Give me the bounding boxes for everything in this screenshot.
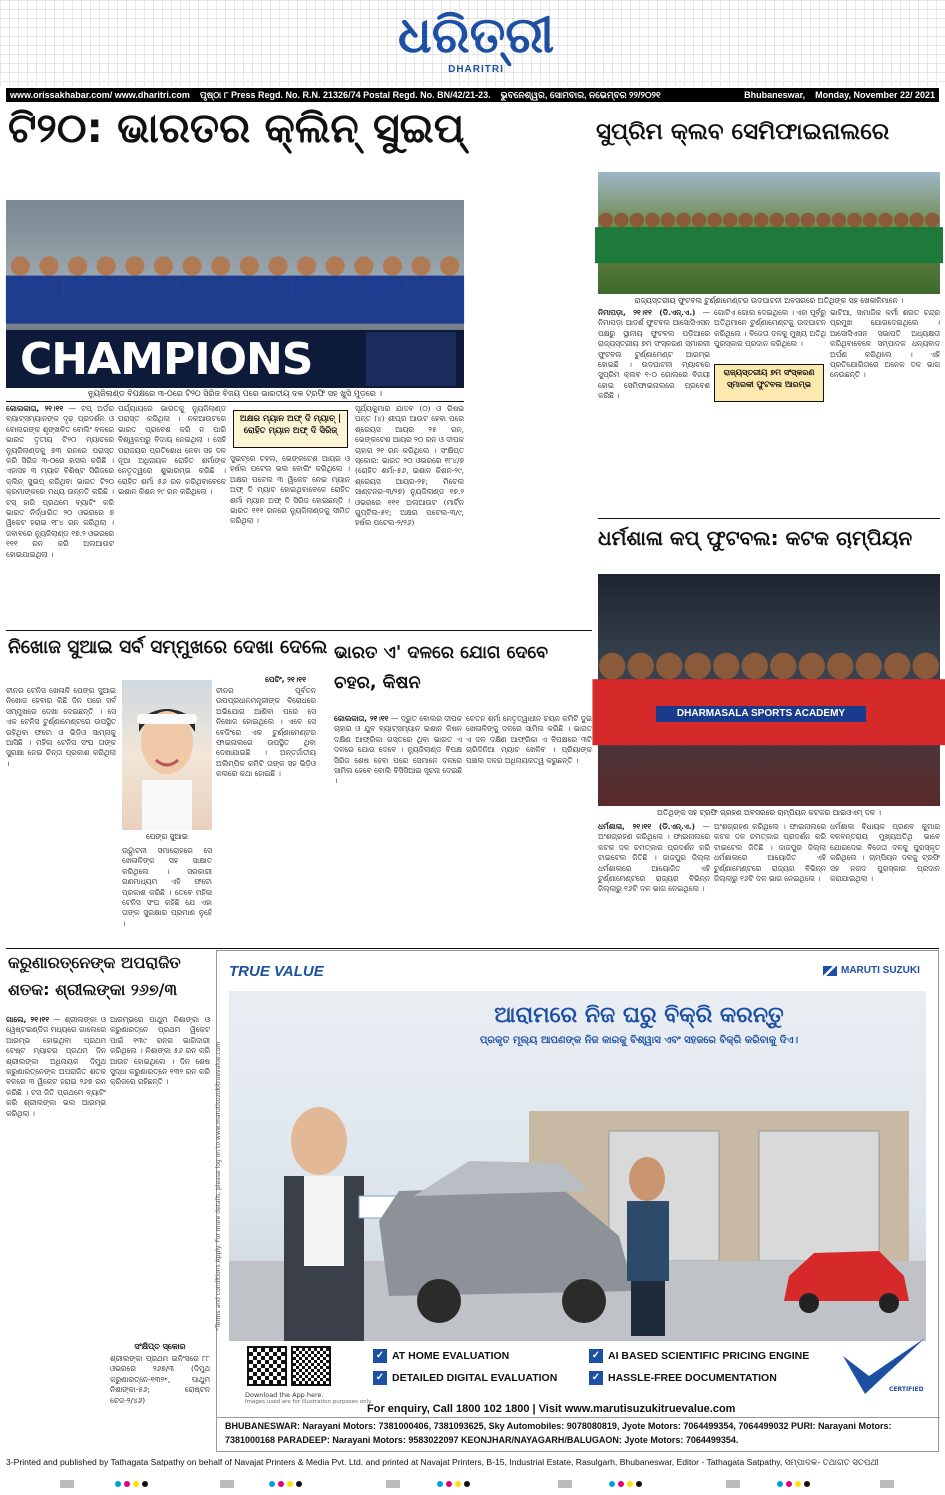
player-head bbox=[182, 256, 201, 275]
player-head bbox=[770, 213, 784, 227]
champions-banner: CHAMPIONS bbox=[20, 334, 313, 385]
player-body bbox=[92, 276, 121, 324]
feature-3 bbox=[373, 1371, 557, 1385]
ad-terms-side: *Terms and conditions Apply. For more details, please log on to www.marutisuzukitruevalue.com bbox=[215, 1041, 222, 1331]
player-head bbox=[799, 653, 825, 679]
logo-text: ଧରିତ୍ରୀ bbox=[397, 5, 555, 64]
player-body bbox=[178, 276, 207, 324]
dharamshala-dateline: ଧର୍ମଶାଳା, ୨୧।୧୧ (ଡି.ଏନ୍.ଏ.) bbox=[598, 822, 696, 831]
player-head bbox=[656, 653, 682, 679]
certified-label: CERTIFIED bbox=[889, 1386, 924, 1393]
t20-text-1: ଟପ୍ ଅର୍ଡର ବ୍ୟାଟ୍ସମ୍ୟାନଙ୍କ ଦୃଢ଼ ପ୍ରଦର୍ଶନ ଓ ବୋଲରଙ୍କ ଶୃଙ୍ଖଳିତ ବୋଲିଂ ବଳରେ ଭାରତ ତୃତୀୟ ଟି୨୦ ମ୍ୟାଚରେ ନ୍ୟୁଜିଲାଣ୍ଡକୁ ୭୩ ରନରେ ପରାସ୍ତ କରି ସିରିଜ ୩-୦ରେ ହାସଲ କରିଛି । ଏହାସହ ୩ ମ୍ୟାଚ ବିଶିଷ୍ଟ ସିରିଜରେ କ୍ଲିନ୍ ସୁଇପ୍ କରିଥିବା ଭାରତ ଟି୨୦ କ୍ରମାଙ୍କରେ ମଧ୍ୟ ଉନ୍ନତି କରିଛି । ଟସ୍ ହାରି ପ୍ରଥମେ ବ୍ୟାଟିଂ କରି ଭାରତ ନିର୍ଦ୍ଧାରିତ ୨୦ ଓଭରରେ ୭ ୱିକେଟ ହରାଇ ୧୮୪ ରନ କରିଥିଲା । ଜବାବରେ ନ୍ୟୁଜିଲାଣ୍ଡ ୧୭.୨ ଓଭରରେ ୧୧୧ ରନ କରି ଅଲଆଉଟ ହୋଇଯାଇଥିଲା । bbox=[6, 404, 114, 559]
karunaratne-text-2: ଆରମ୍ଭରେ ପାଥୁମ ନିଶାଙ୍କା ଓ କରୁଣାରତ୍ନେ ପ୍ରଥମ ୱିକେଟ ପାଇଁ ୧୩୯ ରନର ଭାଗିଦାରୀ କରିଥିଲେ । ନିଶାଙ୍କା ୫୬ ରନ କରି ଆଉଟ ହୋଇଥିଲେ । ଦିନ ଶେଷ ସୁଦ୍ଧା କରୁଣାରତ୍ନେ ୧୩୨ ରନ କରି କ୍ରିଜରେ ରହିଛନ୍ତି । bbox=[110, 1015, 210, 1087]
nikhoj-photo-caption: ପେଙ୍ଗ ସୁଆଇ bbox=[145, 832, 189, 841]
player-head bbox=[707, 213, 721, 227]
player-head bbox=[770, 653, 796, 679]
bharat-a-text-2: ଚେତନ ଶର୍ମା ନେତୃତ୍ୱାଧୀନ ଚୟନ କମିଟି ଦୁଇ ଖେଳାଳିଙ୍କୁ ଦଳରେ ସାମିଲ କରିଛି । ଭାରତ ଏ ଦଳ ଦକ୍ଷିଣ ଆଫ୍ରିକା ଏ ବିପକ୍ଷରେ ୩ଟି ଚାରିଦିନିଆ ମ୍ୟାଚ ଖେଳିବ । ପ୍ରିୟାଙ୍କ ପଞ୍ଚାଲ ଦଳର ଅଧିନାୟକତ୍ୱ କରୁଛନ୍ତି । bbox=[466, 714, 592, 765]
divider bbox=[6, 948, 939, 949]
player-head bbox=[39, 256, 58, 275]
player-head bbox=[754, 213, 768, 227]
checkmark-icon: ✓ bbox=[373, 1349, 387, 1363]
karunaratne-column-2 bbox=[110, 1015, 210, 1340]
newspaper-logo[interactable] bbox=[376, 6, 576, 76]
dharamshala-column-3 bbox=[830, 822, 940, 944]
qr-code-icon[interactable] bbox=[247, 1346, 287, 1386]
feature-label: AI BASED SCIENTIFIC PRICING ENGINE bbox=[608, 1350, 810, 1362]
player-head bbox=[628, 653, 654, 679]
player-body bbox=[120, 276, 149, 324]
feature-label: DETAILED DIGITAL EVALUATION bbox=[392, 1372, 558, 1384]
app-download-text: Download the App here. bbox=[245, 1391, 324, 1399]
maruti-s-icon bbox=[823, 966, 837, 976]
player-portrait-illustration bbox=[122, 680, 212, 830]
player-head bbox=[856, 653, 882, 679]
player-head bbox=[440, 256, 459, 275]
player-head bbox=[297, 256, 316, 275]
t20-text-4: ସୂର୍ଯ୍ୟକୁମାର ଯାଦବ (୦) ଓ ରିଷଭ ପନ୍ତ (୪) ଶୀଘ୍ର ଆଉଟ ହେବା ପରେ ଶ୍ରେୟସ ଆୟର ୨୫ ରନ, ଭେଙ୍କଟେଶ ଆୟର ୨୦ ରନ ଓ ଦୀପକ ଚାହାର ୨୧ ରନ କରିଥିଲେ । ସଂକ୍ଷିପ୍ତ ସ୍କୋର: ଭାରତ ୨୦ ଓଭରରେ ୧୮୪/୭ (ରୋହିତ ଶର୍ମା-୫୬, ଇଶାନ କିଶନ-୨୯, ଶ୍ରେୟସ ଆୟର-୨୫; ମିଚେଲ ସାଣ୍ଟନର-୩/୨୭) ନ୍ୟୁଜିଲାଣ୍ଡ ୧୭.୨ ଓଭରରେ ୧୧୧ ଅଲଆଉଟ (ମାର୍ଟିନ ଗୁପ୍ଟିଲ-୫୧; ଅକ୍ଷର ପଟେଲ-୩/୯, ହର୍ଷଲ ପଟେଲ-୨/୨୬) bbox=[355, 404, 464, 528]
nikhoj-text-1: ଚୀନର ଟେନିସ ଖେଳାଳି ପେଙ୍ଗ ସୁଆଇ ନିଖୋଜ ହେବାର କିଛି ଦିନ ପରେ ସର୍ବ ସମ୍ମୁଖରେ ଦେଖା ଦେଇଛନ୍ତି । ସେ ଏକ ଟେନିସ ଟୁର୍ଣ୍ଣାମେଣ୍ଟରେ ଉପସ୍ଥିତ ରହିଥିବା ଫଟୋ ଓ ଭିଡ଼ିଓ ସାମ୍ନାକୁ ଆସିଛି । ମହିଳା ଟେନିସ ସଂଘ ତାଙ୍କ ସୁରକ୍ଷା ନେଇ ଚିନ୍ତା ପ୍ରକାଶ କରିଥିଲା । bbox=[6, 686, 116, 768]
ad-subline: ପ୍ରକୃତ ମୂଲ୍ୟ ଆପଣଙ୍କ ନିଜ କାରକୁ ବିଶ୍ୱାସ ଏବଂ ସହଜରେ ବିକ୍ରି କରିବାକୁ ଦିଏ। bbox=[479, 1035, 799, 1046]
player-head bbox=[723, 213, 737, 227]
player-head bbox=[832, 213, 846, 227]
player-head bbox=[816, 213, 830, 227]
checkmark-icon: ✓ bbox=[589, 1371, 603, 1385]
divider bbox=[217, 1417, 940, 1418]
player-body bbox=[407, 276, 436, 324]
feature-label: HASSLE-FREE DOCUMENTATION bbox=[608, 1372, 777, 1384]
supreme-text-1: ନିମାପଡ଼ା ଆଦର୍ଶ ଫୁଟବଲ ଆସୋସିଏସନ ପକ୍ଷରୁ ସ୍ଥାନୀୟ ଫୁଟବଲ ପଡ଼ିଆରେ ରାଜ୍ୟସ୍ତରୀୟ ୭ମ ସଂସ୍କରଣ ସ୍ମାରକୀ ଫୁଟବଲ ଟୁର୍ଣ୍ଣାମେଣ୍ଟ ଆରମ୍ଭ ହୋଇଛି । ଉଦଘାଟନୀ ମ୍ୟାଚରେ ସୁପ୍ରିମ କ୍ଲବ ୧-୦ ଗୋଲରେ ବିଜୟୀ ହୋଇ ସେମିଫାଇନାଲରେ ପ୍ରବେଶ କରିଛି । bbox=[598, 318, 710, 401]
ad-enquiry[interactable]: For enquiry, Call 1800 102 1800 | Visit www.marutisuzukitruevalue.com bbox=[367, 1403, 736, 1415]
player-head bbox=[68, 256, 87, 275]
player-head bbox=[599, 213, 613, 227]
odia-date: ଭୁବନେଶ୍ୱର, ସୋମବାର, ନଭେମ୍ବର ୨୨/୨୦୨୧ bbox=[500, 89, 661, 100]
player-body bbox=[906, 679, 945, 745]
player-head bbox=[614, 213, 628, 227]
color-registration-icon bbox=[0, 1477, 945, 1491]
player-body bbox=[264, 276, 293, 324]
player-head bbox=[383, 256, 402, 275]
website-link[interactable]: www.orissakhabar.com/ www.dharitri.com bbox=[10, 90, 190, 100]
maruti-logo bbox=[823, 965, 920, 976]
dealer-list-1: BHUBANESWAR: Narayani Motors: 7381000406, 7381093625, Sky Automobiles: 9078080819, Jyote Motors: 7064499354, 7064499032 PURI: Narayani Motors: bbox=[225, 1421, 892, 1431]
supreme-text-3: ଭାଟିଆ, ସାମାଜିକ କର୍ମୀ ଶରତ ଚନ୍ଦ୍ର ପ୍ରମୁଖ ଯୋଗଦେଇଥିଲେ । ଆସୋସିଏସନ ସଭାପତି ଅଧ୍ୟକ୍ଷତା କରିଥିବାବେଳେ ସମ୍ପାଦକ ଧନ୍ୟବାଦ ଅର୍ପଣ କରିଥିଲେ । ଏହି ପ୍ରତିଯୋଗିତାରେ ଅନେକ ଦଳ ଭାଗ ନେଉଛନ୍ତି । bbox=[830, 308, 940, 380]
page-registration: ପୃଷ୍ଠା ୮ Press Regd. No. R.N. 21326/74 Postal Regd. No. BN/42/21-23. bbox=[199, 89, 491, 100]
player-head bbox=[863, 213, 877, 227]
karunaratne-text-1: ଶ୍ରୀଲଙ୍କା ଓ ୱେଷ୍ଟଇଣ୍ଡିଜ ମଧ୍ୟରେ ଗାଲେରେ ଆରମ୍ଭ ହୋଇଥିବା ପ୍ରଥମ ଟେଷ୍ଟ ମ୍ୟାଚର ପ୍ରଥମ ଦିନ ଶ୍ରୀଲଙ୍କା ଅଧିନାୟକ ଦିମୁଥ କରୁଣାରତ୍ନେଙ୍କ ଅପରାଜିତ ଶତକ ବଳରେ ୩ ୱିକେଟ ହରାଇ ୨୬୭ ରନ କରିଛି । ଟସ ଜିତି ପ୍ରଥମେ ବ୍ୟାଟିଂ କରି ଶ୍ରୀଲଙ୍କା ଭଲ ଆରମ୍ଭ କରିଥିଲା । bbox=[6, 1015, 107, 1118]
player-head bbox=[645, 213, 659, 227]
nikhoj-column-1 bbox=[6, 686, 116, 944]
score-title: ସଂକ୍ଷିପ୍ତ ସ୍କୋର bbox=[134, 1342, 186, 1351]
t20-highlight-box: ଅକ୍ଷର ମ୍ୟାନ ଅଫ୍ ଦି ମ୍ୟାଚ୍ | ରୋହିତ ମ୍ୟାନ ଅଫ୍ ଦି ସିରିଜ୍ bbox=[233, 410, 348, 448]
player-head bbox=[894, 213, 908, 227]
karunaratne-headline-line1[interactable]: କରୁଣାରତ୍ନେଙ୍କ ଅପରାଜିତ bbox=[8, 953, 181, 972]
dharamshala-headline[interactable]: ଧର୍ମଶାଳା କପ୍ ଫୁଟବଲ: କଟକ ଚାମ୍ପିୟନ bbox=[598, 526, 913, 550]
checkmark-icon: ✓ bbox=[589, 1349, 603, 1363]
player-body bbox=[349, 276, 378, 324]
dharamshala-column-1: ଧର୍ମଶାଳା, ୨୧।୧୧ (ଡି.ଏନ୍.ଏ.) — ଅଂଶଗ୍ରହଣ କରିଥିଲେ । ଫାଇନାଲରେ କଟକ ଦଳ ଚମତ୍କାର ପ୍ରଦର୍ଶନ କରି ଟାଇଟେଲ ଜିତିଛି । ଜାଜପୁର ଜିଲ୍ଲା ଧର୍ମଶାଳାରେ ଆୟୋଜିତ ଏହି ଟୁର୍ଣ୍ଣାମେଣ୍ଟରେ ରାଜ୍ୟର ବିଭିନ୍ନ ଜିଲ୍ଲାରୁ ୧୬ଟି ଦଳ ଭାଗ ନେଇଥିଲେ । bbox=[598, 822, 710, 894]
t20-text-3: ସୁଇଟ୍ରେ ଚହଲ, ଭେଙ୍କଟେଶ ଆୟର ଓ ହର୍ଷଲ ପଟେଲ ଭଲ ବୋଲିଂ କରିଥିଲେ । ଅକ୍ଷର ପଟେଲ ୩ ୱିକେଟ ନେଇ ମ୍ୟାନ ଅଫ୍ ଦି ମ୍ୟାଚ ହୋଇଥିବାବେଳେ ରୋହିତ ଶର୍ମା ମ୍ୟାନ ଅଫ୍ ଦି ସିରିଜ ହୋଇଛନ୍ତି । ଭାରତ ୧୧୧ ରନରେ ନ୍ୟୁଜିଲାଣ୍ଡକୁ ସୀମିତ କରିଥିଲା । bbox=[230, 454, 350, 526]
dealer-list-2: 7381000168 PARADEEP: Narayani Motors: 9583022097 KEONJHAR/NAYAGARH/BALUGAON: Jyote Motors: 7064499354. bbox=[225, 1435, 739, 1445]
player-head bbox=[827, 653, 853, 679]
player-head bbox=[785, 213, 799, 227]
printer-imprint: 3-Printed and published by Tathagata Satpathy on behalf of Navajat Printers & Media Pvt. Ltd. and printed at Navajat Printers, B-15, Industrial Estate, Rasulgarh, Bhubaneswar, Editor - Tathagata Satpathy, ସମ୍ପାଦକ- ତଥାଗତ ସତପଥୀ bbox=[6, 1457, 879, 1467]
player-head bbox=[925, 213, 939, 227]
bharat-a-text-1: ଦ୍ରୁତ ବୋଲର ଦୀପକ ଚାହାର ଓ ଯୁବ ବ୍ୟାଟ୍ସମ୍ୟାନ ଇଶାନ କିଷନ ଦକ୍ଷିଣ ଆଫ୍ରିକା ଗସ୍ତରେ ଥିବା ଭାରତ ଏ ଦଳରେ ଯୋଗ ଦେବେ । ନ୍ୟୁଜିଲାଣ୍ଡ ବିପକ୍ଷ ସିରିଜ ଶେଷ ହେବା ପରେ ସେମାନେ ଦଳରେ ସାମିଲ ହେବେ ବୋଲି ବିସିସିଆଇ ସୂଚନା ଦେଇଛି । bbox=[334, 714, 462, 786]
karunaratne-dateline: ଗାଲେ, ୨୧।୧୧ bbox=[6, 1015, 50, 1024]
player-head bbox=[11, 256, 30, 275]
player-head bbox=[742, 653, 768, 679]
dharamshala-team-photo bbox=[598, 574, 940, 806]
feature-2 bbox=[589, 1349, 809, 1363]
bharat-a-dateline: କୋଲକାତା, ୨୧।୧୧ bbox=[334, 714, 389, 723]
football-team-illustration bbox=[598, 172, 940, 294]
divider bbox=[6, 401, 464, 402]
supreme-column-1: ନିମାପଡ଼ା, ୨୧।୧୧ (ଡି.ଏନ୍.ଏ.) — ନିମାପଡ଼ା ଆଦର୍ଶ ଫୁଟବଲ ଆସୋସିଏସନ ପକ୍ଷରୁ ସ୍ଥାନୀୟ ଫୁଟବଲ ପଡ଼ିଆରେ ରାଜ୍ୟସ୍ତରୀୟ ୭ମ ସଂସ୍କରଣ ସ୍ମାରକୀ ଫୁଟବଲ ଟୁର୍ଣ୍ଣାମେଣ୍ଟ ଆରମ୍ଭ ହୋଇଛି । ଉଦଘାଟନୀ ମ୍ୟାଚରେ ସୁପ୍ରିମ କ୍ଲବ ୧-୦ ଗୋଲରେ ବିଜୟୀ ହୋଇ ସେମିଫାଇନାଲରେ ପ୍ରବେଶ କରିଛି । bbox=[598, 308, 710, 401]
player-head bbox=[676, 213, 690, 227]
t20-column-1: କୋଲକାତା, ୨୧।୧୧ — ଟପ୍ ଅର୍ଡର ବ୍ୟାଟ୍ସମ୍ୟାନଙ୍କ ଦୃଢ଼ ପ୍ରଦର୍ଶନ ଓ ବୋଲରଙ୍କ ଶୃଙ୍ଖଳିତ ବୋଲିଂ ବଳରେ ଭାରତ ତୃତୀୟ ଟି୨୦ ମ୍ୟାଚରେ ନ୍ୟୁଜିଲାଣ୍ଡକୁ ୭୩ ରନରେ ପରାସ୍ତ କରି ସିରିଜ ୩-୦ରେ ହାସଲ କରିଛି । ଏହାସହ ୩ ମ୍ୟାଚ ବିଶିଷ୍ଟ ସିରିଜରେ କ୍ଲିନ୍ ସୁଇପ୍ କରିଥିବା ଭାରତ ଟି୨୦ କ୍ରମାଙ୍କରେ ମଧ୍ୟ ଉନ୍ନତି କରିଛି । ଟସ୍ ହାରି ପ୍ରଥମେ ବ୍ୟାଟିଂ କରି ଭାରତ ନିର୍ଦ୍ଧାରିତ ୨୦ ଓଭରରେ ୭ ୱିକେଟ ହରାଇ ୧୮୪ ରନ କରିଥିଲା । ଜବାବରେ ନ୍ୟୁଜିଲାଣ୍ଡ ୧୭.୨ ଓଭରରେ ୧୧୧ ରନ କରି ଅଲଆଉଟ ହୋଇଯାଇଥିଲା । bbox=[6, 404, 114, 559]
supreme-column-3 bbox=[830, 308, 940, 513]
player-body bbox=[63, 276, 92, 324]
player-head bbox=[125, 256, 144, 275]
nikhoj-headline[interactable]: ନିଖୋଜ ସୁଆଇ ସର୍ବ ସମ୍ମୁଖରେ ଦେଖା ଦେଲେ bbox=[8, 637, 328, 658]
player-head bbox=[326, 256, 345, 275]
ad-headline: ଆରାମରେ ନିଜ ଘରୁ ବିକ୍ରି କରନ୍ତୁ bbox=[494, 1003, 784, 1028]
karunaratne-column-1: ଗାଲେ, ୨୧।୧୧ — ଶ୍ରୀଲଙ୍କା ଓ ୱେଷ୍ଟଇଣ୍ଡିଜ ମଧ୍ୟରେ ଗାଲେରେ ଆରମ୍ଭ ହୋଇଥିବା ପ୍ରଥମ ଟେଷ୍ଟ ମ୍ୟାଚର ପ୍ରଥମ ଦିନ ଶ୍ରୀଲଙ୍କା ଅଧିନାୟକ ଦିମୁଥ କରୁଣାରତ୍ନେଙ୍କ ଅପରାଜିତ ଶତକ ବଳରେ ୩ ୱିକେଟ ହରାଇ ୨୬୭ ରନ କରିଛି । ଟସ ଜିତି ପ୍ରଥମେ ବ୍ୟାଟିଂ କରି ଶ୍ରୀଲଙ୍କା ଭଲ ଆରମ୍ଭ କରିଥିଲା । bbox=[6, 1015, 107, 1118]
true-value-brand: TRUE VALUE bbox=[229, 963, 324, 980]
maruti-true-value-ad[interactable] bbox=[216, 950, 939, 1452]
supreme-team-photo bbox=[598, 172, 940, 294]
karunaratne-score-text: ଶ୍ରୀଲଙ୍କା ପ୍ରଥମ ଇନିଂସରେ ୮୮ ଓଭରରେ ୨୬୭/୩ (ଦିମୁଥ କରୁଣାରତ୍ନେ-୧୩୨*, ପାଥୁମ ନିଶାଙ୍କା-୫୬; ରୋଷ୍ଟନ ଚେଜ-୨/୪୬) bbox=[110, 1354, 210, 1405]
feature-1 bbox=[373, 1349, 509, 1363]
divider bbox=[598, 518, 940, 519]
player-head bbox=[661, 213, 675, 227]
bharat-a-headline[interactable]: ଭାରତ ଏ' ଦଳରେ ଯୋଗ ଦେବେ ଚହର, କିଷନ bbox=[334, 643, 549, 693]
player-head bbox=[211, 256, 230, 275]
dharamshala-text-1: ଅଂଶଗ୍ରହଣ କରିଥିଲେ । ଫାଇନାଲରେ କଟକ ଦଳ ଚମତ୍କାର ପ୍ରଦର୍ଶନ କରି ଟାଇଟେଲ ଜିତିଛି । ଜାଜପୁର ଜିଲ୍ଲା ଧର୍ମଶାଳାରେ ଆୟୋଜିତ ଏହି ଟୁର୍ଣ୍ଣାମେଣ୍ଟରେ ରାଜ୍ୟର ବିଭିନ୍ନ ଜିଲ୍ଲାରୁ ୧୬ଟି ଦଳ ଭାଗ ନେଇଥିଲେ । bbox=[598, 832, 710, 894]
player-head bbox=[913, 653, 939, 679]
nikhoj-text-3: ଉଦ୍ଘାଟନୀ ସମାରୋହରେ ସେ ଖେଳାଳିଙ୍କ ସହ ସାକ୍ଷାତ କରିଥିଲେ । ସରକାରୀ ଗଣମାଧ୍ୟମ ଏହି ଫଟୋ ପ୍ରକାଶ କରିଛି । ତେବେ ମହିଳା ଟେନିସ ସଂଘ କହିଛି ଯେ ଏହା ତାଙ୍କ ସୁରକ୍ଷାର ପ୍ରମାଣ ନୁହେଁ । bbox=[122, 846, 212, 928]
nikhoj-text-2: ଚୀନର ପୂର୍ବତନ ଉପପ୍ରଧାନମନ୍ତ୍ରୀଙ୍କ ବିରୋଧରେ ଅଭିଯୋଗ ଆଣିବା ପରେ ସେ ନିଖୋଜ ହୋଇଥିଲେ । ଏବେ ସେ ବେଜିଂରେ ଏକ ଟୁର୍ଣ୍ଣାମେଣ୍ଟର ଫାଇନାଲରେ ଉପସ୍ଥିତ ଥିବା ଦେଖାଯାଇଛି । ଅନ୍ତର୍ଜାତୀୟ ଅଲିମ୍ପିକ କମିଟି ତାଙ୍କ ସହ ଭିଡ଼ିଓ କଲରେ କଥା ହୋଇଛି । bbox=[216, 686, 316, 779]
dharamshala-column-2 bbox=[714, 822, 826, 944]
player-head bbox=[801, 213, 815, 227]
bharat-a-column-2 bbox=[466, 714, 592, 944]
academy-banner: DHARMASALA SPORTS ACADEMY bbox=[656, 706, 866, 722]
t20-dateline: କୋଲକାତା, ୨୧।୧୧ bbox=[6, 404, 64, 413]
nikhoj-column-2b bbox=[122, 846, 212, 944]
player-head bbox=[713, 653, 739, 679]
logo-subtitle: DHARITRI bbox=[448, 64, 504, 75]
player-head bbox=[738, 213, 752, 227]
supreme-headline[interactable]: ସୁପ୍ରିମ କ୍ଲବ ସେମିଫାଇନାଲରେ bbox=[596, 119, 890, 145]
nikhoj-dateline: ପେଚିଂ, ୨୧।୧୧ bbox=[265, 675, 306, 684]
english-date: Monday, November 22/ 2021 bbox=[815, 90, 935, 100]
player-head bbox=[97, 256, 116, 275]
karunaratne-headline-line2[interactable]: ଶତକ: ଶ୍ରୀଲଙ୍କା ୨୬୭/୩ bbox=[8, 980, 178, 999]
t20-caption: ନ୍ୟୁଜିଲାଣ୍ଡ ବିପକ୍ଷରେ ୩-୦ରେ ଟି୨୦ ସିରିଜ ବିଜୟ ପରେ ଭାରତୀୟ ଦଳ ଟ୍ରଫି ସହ ଖୁସି ମୁଡ଼ରେ । bbox=[87, 389, 383, 398]
t20-column-4 bbox=[355, 404, 464, 626]
supreme-text-2: ଗୋଟିଏ ଗୋଲ ଦେଇଥିଲେ । ଏହା ପୂର୍ବରୁ ଅତିଥିମାନେ ଟୁର୍ଣ୍ଣାମେଣ୍ଟକୁ ଉଦଘାଟନ କରିଥିଲେ । ବିଜେତା ଦଳକୁ ମୁଖ୍ୟ ଅତିଥି ପୁରସ୍କାର ପ୍ରଦାନ କରିଥିଲେ । bbox=[714, 308, 826, 349]
player-body bbox=[35, 276, 64, 324]
player-body bbox=[435, 276, 464, 324]
player-body bbox=[378, 276, 407, 324]
divider bbox=[6, 630, 592, 631]
player-body bbox=[235, 276, 264, 324]
registration-marks bbox=[0, 1476, 945, 1490]
qr-codes[interactable] bbox=[247, 1346, 333, 1396]
maruti-name: MARUTI SUZUKI bbox=[841, 965, 920, 976]
bharat-a-column-1: କୋଲକାତା, ୨୧।୧୧ — ଦ୍ରୁତ ବୋଲର ଦୀପକ ଚାହାର ଓ ଯୁବ ବ୍ୟାଟ୍ସମ୍ୟାନ ଇଶାନ କିଷନ ଦକ୍ଷିଣ ଆଫ୍ରିକା ଗସ୍ତରେ ଥିବା ଭାରତ ଏ ଦଳରେ ଯୋଗ ଦେବେ । ନ୍ୟୁଜିଲାଣ୍ଡ ବିପକ୍ଷ ସିରିଜ ଶେଷ ହେବା ପରେ ସେମାନେ ଦଳରେ ସାମିଲ ହେବେ ବୋଲି ବିସିସିଆଇ ସୂଚନା ଦେଇଛି । bbox=[334, 714, 462, 786]
dharamshala-text-2a: ଅଂଶଗ୍ରହଣ କରିଥିଲେ । ଫାଇନାଲରେ କଟକ ଦଳ ଚମତ୍କାର ପ୍ରଦର୍ଶନ କରି ଟାଇଟେଲ ଜିତିଛି । ଜାଜପୁର ଜିଲ୍ଲା ଧର୍ମଶାଳାରେ ଆୟୋଜିତ ଏହି ଟୁର୍ଣ୍ଣାମେଣ୍ଟରେ ରାଜ୍ୟର ବିଭିନ୍ନ ଜିଲ୍ଲାରୁ ୧୬ଟି ଦଳ ଭାଗ ନେଇଥିଲେ । bbox=[714, 822, 826, 884]
player-head bbox=[268, 256, 287, 275]
player-body bbox=[6, 276, 35, 324]
peng-shuai-photo bbox=[122, 680, 212, 830]
player-head bbox=[599, 653, 625, 679]
player-head bbox=[884, 653, 910, 679]
supreme-highlight-box: ରାଜ୍ୟସ୍ତରୀୟ ୭ମ ସଂସ୍କରଣ ସ୍ମାରକୀ ଫୁଟବଲ ଆରମ୍ଭ bbox=[714, 364, 824, 402]
ad-visual bbox=[229, 991, 926, 1341]
t20-headline[interactable]: ଟି୨୦: ଭାରତର କ୍ଲିନ୍ ସୁଇପ୍ bbox=[8, 104, 465, 152]
city: Bhubaneswar, bbox=[744, 90, 806, 100]
dharamshala-caption: ଅତିଥିଙ୍କ ସହ ଟ୍ରଫି ଗ୍ରହଣ ଅବସରରେ ଚାମ୍ପିୟନ କଟକର ଆଇଓଏମ୍ ଦଳ । bbox=[657, 808, 881, 817]
player-head bbox=[354, 256, 373, 275]
feature-4 bbox=[589, 1371, 777, 1385]
cup-team-illustration bbox=[598, 574, 940, 806]
supreme-column-2-top bbox=[714, 308, 826, 358]
player-head bbox=[630, 213, 644, 227]
dharamshala-text-3: ଧର୍ମଶାଳା ବିଧାୟକ ପ୍ରଣବ କୁମାର ବଳବନ୍ତରାୟ ମୁଖ୍ୟଅତିଥି ଭାବେ ଯୋଗଦେଇ ବିଜେତା ଦଳକୁ ପୁରସ୍କୃତ କରିଥିଲେ । ଚାମ୍ପିୟନ ଦଳକୁ ଟ୍ରଫି ସହ ନଗଦ ପୁରସ୍କାର ପ୍ରଦାନ କରାଯାଇଥିଲା । bbox=[830, 822, 940, 884]
player-body bbox=[921, 227, 943, 263]
player-body bbox=[206, 276, 235, 324]
player-body bbox=[321, 276, 350, 324]
nikhoj-column-3 bbox=[216, 686, 316, 944]
feature-label: AT HOME EVALUATION bbox=[392, 1350, 510, 1362]
t20-column-2 bbox=[118, 404, 226, 626]
ad-disclaimer: Images used are for illustration purposes only bbox=[245, 1399, 372, 1405]
player-head bbox=[411, 256, 430, 275]
player-head bbox=[240, 256, 259, 275]
qr-code-icon[interactable] bbox=[291, 1346, 331, 1386]
t20-team-photo bbox=[6, 200, 464, 388]
supreme-caption: ରାଜ୍ୟସ୍ତରୀୟ ଫୁଟବଲ ଟୁର୍ଣ୍ଣାମେଣ୍ଟର ଉଦଘାଟନୀ ଅବସରରେ ଅତିଥିଙ୍କ ସହ ଖେଳାଳିମାନେ । bbox=[634, 296, 904, 305]
player-head bbox=[847, 213, 861, 227]
t20-column-3 bbox=[230, 454, 350, 626]
player-head bbox=[692, 213, 706, 227]
certified-badge bbox=[839, 1336, 929, 1398]
player-head bbox=[878, 213, 892, 227]
supreme-dateline: ନିମାପଡ଼ା, ୨୧।୧୧ (ଡି.ଏନ୍.ଏ.) bbox=[598, 308, 696, 317]
player-head bbox=[909, 213, 923, 227]
karunaratne-score bbox=[110, 1354, 210, 1454]
info-bar bbox=[6, 88, 939, 102]
player-head bbox=[685, 653, 711, 679]
t20-text-2: ପର୍ଯ୍ୟାୟରେ ଭାରତକୁ ନ୍ୟୁଜିଲାଣ୍ଡ ପରାସ୍ତ କରିଥିଲା । ନକଆଉଟରେ ଭାରତ ପ୍ରବେଶ କରି ନ ପାରି ବିଶ୍ୱକପରୁ ବିଦାୟ ନେଇଥିଲା । ସେହି ପରାଜୟର ପ୍ରତିଶୋଧ ନେବା ସହ ଦଳ ନୂଆ ଅଧିନାୟକ ରୋହିତ ଶର୍ମାଙ୍କ ନେତୃତ୍ୱରେ ଶୁଭାରମ୍ଭ କରିଛି । ରୋହିତ ଶର୍ମା ୫୬ ରନ କରିଥିବାବେଳେ ଇଶାନ କିଶନ ୨୯ ରନ କରିଥିଲେ । bbox=[118, 404, 226, 497]
player-head bbox=[154, 256, 173, 275]
player-body bbox=[292, 276, 321, 324]
checkmark-icon: ✓ bbox=[373, 1371, 387, 1385]
player-body bbox=[149, 276, 178, 324]
